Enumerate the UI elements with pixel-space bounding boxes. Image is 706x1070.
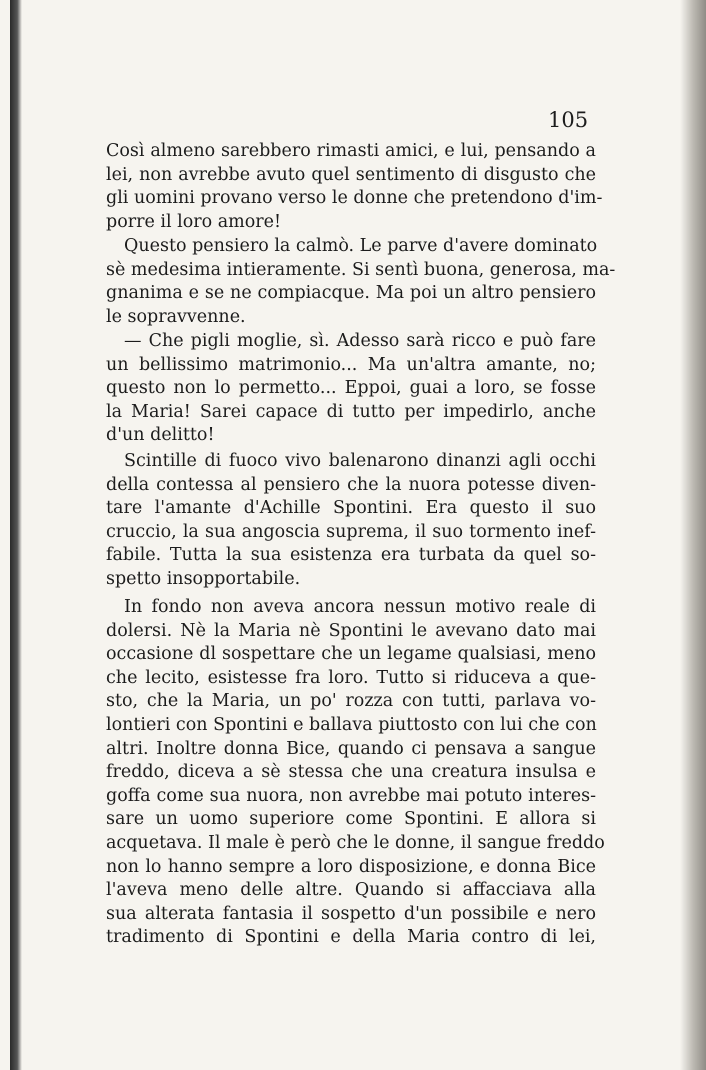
- text-line: occasione dl sospettare che un legame qualsiasi, meno: [106, 644, 596, 665]
- text-line: che lecito, esistesse fra loro. Tutto si riduceva a que-: [106, 667, 596, 688]
- paragraph-1: [106, 140, 603, 234]
- text-line: porre il loro amore!: [106, 211, 282, 232]
- text-line: Scintille di fuoco vivo balenarono dinanzi agli occhi: [124, 451, 596, 471]
- text-line: sè medesima intieramente. Si sentì buona, generosa, ma-: [106, 259, 616, 280]
- paragraph-5: [106, 596, 605, 950]
- text-line: spetto insopportabile.: [106, 568, 301, 589]
- text-line: lontieri con Spontini e ballava piuttosto con lui che con: [106, 714, 597, 735]
- text-line: freddo, diceva a sè stessa che una creatura insulsa e: [106, 762, 596, 783]
- text-line: sto, che la Maria, un po' rozza con tutti, parlava vo-: [106, 691, 596, 712]
- paragraph-3: [106, 330, 596, 448]
- text-line: non lo hanno sempre a loro disposizione, e donna Bice: [106, 856, 596, 877]
- text-line: della contessa al pensiero che la nuora potesse diven-: [106, 474, 596, 495]
- text-line: l'aveva meno delle altre. Quando si affacciava alla: [106, 880, 596, 901]
- text-line: tare l'amante d'Achille Spontini. Era questo il suo: [106, 498, 596, 519]
- page-spine-shadow: [10, 0, 22, 1070]
- text-line: sua alterata fantasia il sospetto d'un possibile e nero: [106, 903, 596, 924]
- text-line: altri. Inoltre donna Bice, quando ci pensava a sangue: [106, 738, 596, 759]
- page-number: 105: [548, 108, 589, 132]
- text-line: cruccio, la sua angoscia suprema, il suo tormento inef-: [106, 521, 596, 542]
- text-line: sare un uomo superiore come Spontini. E allora si: [106, 809, 596, 830]
- text-line: acquetava. Il male è però che le donne, il sangue freddo: [106, 832, 605, 853]
- paragraph-4: [106, 450, 596, 592]
- page-edge-shadow: [680, 0, 706, 1070]
- text-line: un bellissimo matrimonio... Ma un'altra amante, no;: [106, 354, 596, 375]
- text-line: Questo pensiero la calmò. Le parve d'avere dominato: [124, 236, 598, 256]
- text-line: lei, non avrebbe avuto quel sentimento di disgusto che: [106, 164, 596, 185]
- text-line: questo non lo permetto... Eppoi, guai a loro, se fosse: [106, 378, 596, 399]
- text-line: d'un delitto!: [106, 425, 215, 446]
- text-line: le sopravvenne.: [106, 306, 246, 327]
- text-line: In fondo non aveva ancora nessun motivo reale di: [124, 597, 596, 617]
- paragraph-2: [106, 235, 616, 329]
- text-line: la Maria! Sarei capace di tutto per impedirlo, anche: [106, 401, 596, 422]
- text-line: Così almeno sarebbero rimasti amici, e lui, pensando a: [106, 141, 596, 161]
- text-line: gnanima e se ne compiacque. Ma poi un altro pensiero: [106, 283, 596, 304]
- text-line: tradimento di Spontini e della Maria contro di lei,: [106, 927, 596, 948]
- text-line: dolersi. Nè la Maria nè Spontini le avevano dato mai: [106, 620, 596, 641]
- text-line: goffa come sua nuora, non avrebbe mai potuto interes-: [106, 785, 596, 806]
- text-line: gli uomini provano verso le donne che pretendono d'im-: [106, 188, 603, 209]
- text-line: fabile. Tutta la sua esistenza era turbata da quel so-: [106, 545, 596, 566]
- text-line: — Che pigli moglie, sì. Adesso sarà ricco e può fare: [124, 331, 596, 351]
